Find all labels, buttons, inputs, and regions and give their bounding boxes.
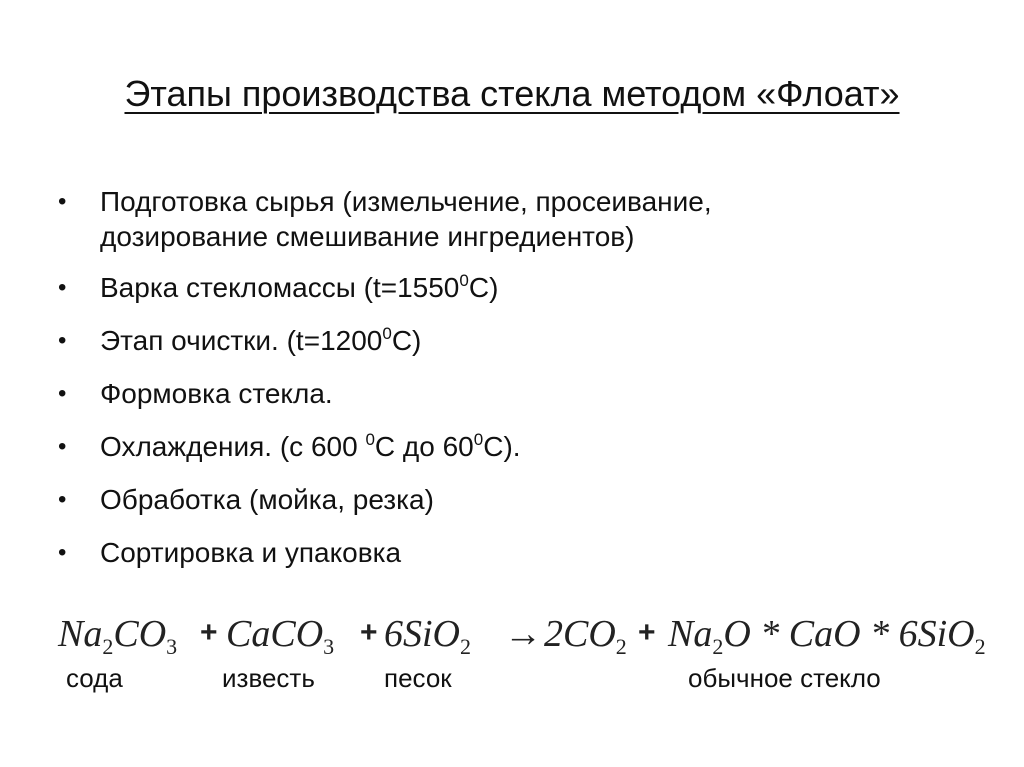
- item-text: Формовка стекла.: [100, 378, 333, 409]
- product-co2: $2CO_2$: [544, 613, 627, 659]
- item-text: Варка стекломассы (t=1550: [100, 272, 460, 303]
- product-glass: $Na_2O$ * CaO * 6SiO$_2$: [668, 613, 986, 659]
- label-soda: сода: [66, 663, 123, 693]
- slide-title: [0, 72, 1024, 116]
- list-item: [58, 429, 958, 464]
- equation-labels: [0, 663, 1024, 697]
- plus-sign: +: [200, 616, 218, 649]
- item-text: Этап очистки. (t=1200: [100, 325, 383, 356]
- degree-sup: 0: [382, 324, 392, 343]
- reactant-soda: $Na_2CO_3$: [58, 613, 178, 659]
- item-text: дозирование смешивание ингредиентов): [100, 221, 635, 252]
- item-text: Сортировка и упаковка: [100, 537, 402, 568]
- item-text: С до 60: [374, 431, 474, 462]
- degree-sup: 0: [473, 430, 484, 449]
- list-item: [58, 376, 958, 411]
- stages-list: [58, 184, 958, 588]
- item-text: Подготовка сырья (измельчение, просеивание,: [100, 186, 712, 217]
- reactant-sand: 6SiO$_2$: [384, 613, 471, 659]
- arrow-icon: →: [504, 613, 542, 655]
- list-item: [58, 482, 958, 517]
- reactant-lime: CaCO$_3$: [226, 613, 335, 659]
- list-item: [58, 184, 958, 254]
- item-text: С).: [483, 431, 521, 462]
- list-item: [58, 535, 958, 570]
- item-text: С): [391, 325, 422, 356]
- item-text: С): [468, 272, 499, 303]
- plus-sign: +: [638, 616, 656, 649]
- list-item: [58, 270, 958, 305]
- degree-sup: 0: [365, 430, 375, 449]
- degree-sup: 0: [459, 271, 469, 290]
- title-text: Этапы производства стекла методом «Флоат»: [124, 73, 900, 114]
- label-glass: обычное стекло: [688, 663, 881, 693]
- label-sand: песок: [384, 663, 452, 693]
- plus-sign: +: [360, 616, 378, 649]
- item-text: Охлаждения. (с 600: [100, 431, 366, 462]
- item-text: Обработка (мойка, резка): [100, 484, 434, 515]
- list-item: [58, 323, 958, 358]
- label-lime: известь: [222, 663, 315, 693]
